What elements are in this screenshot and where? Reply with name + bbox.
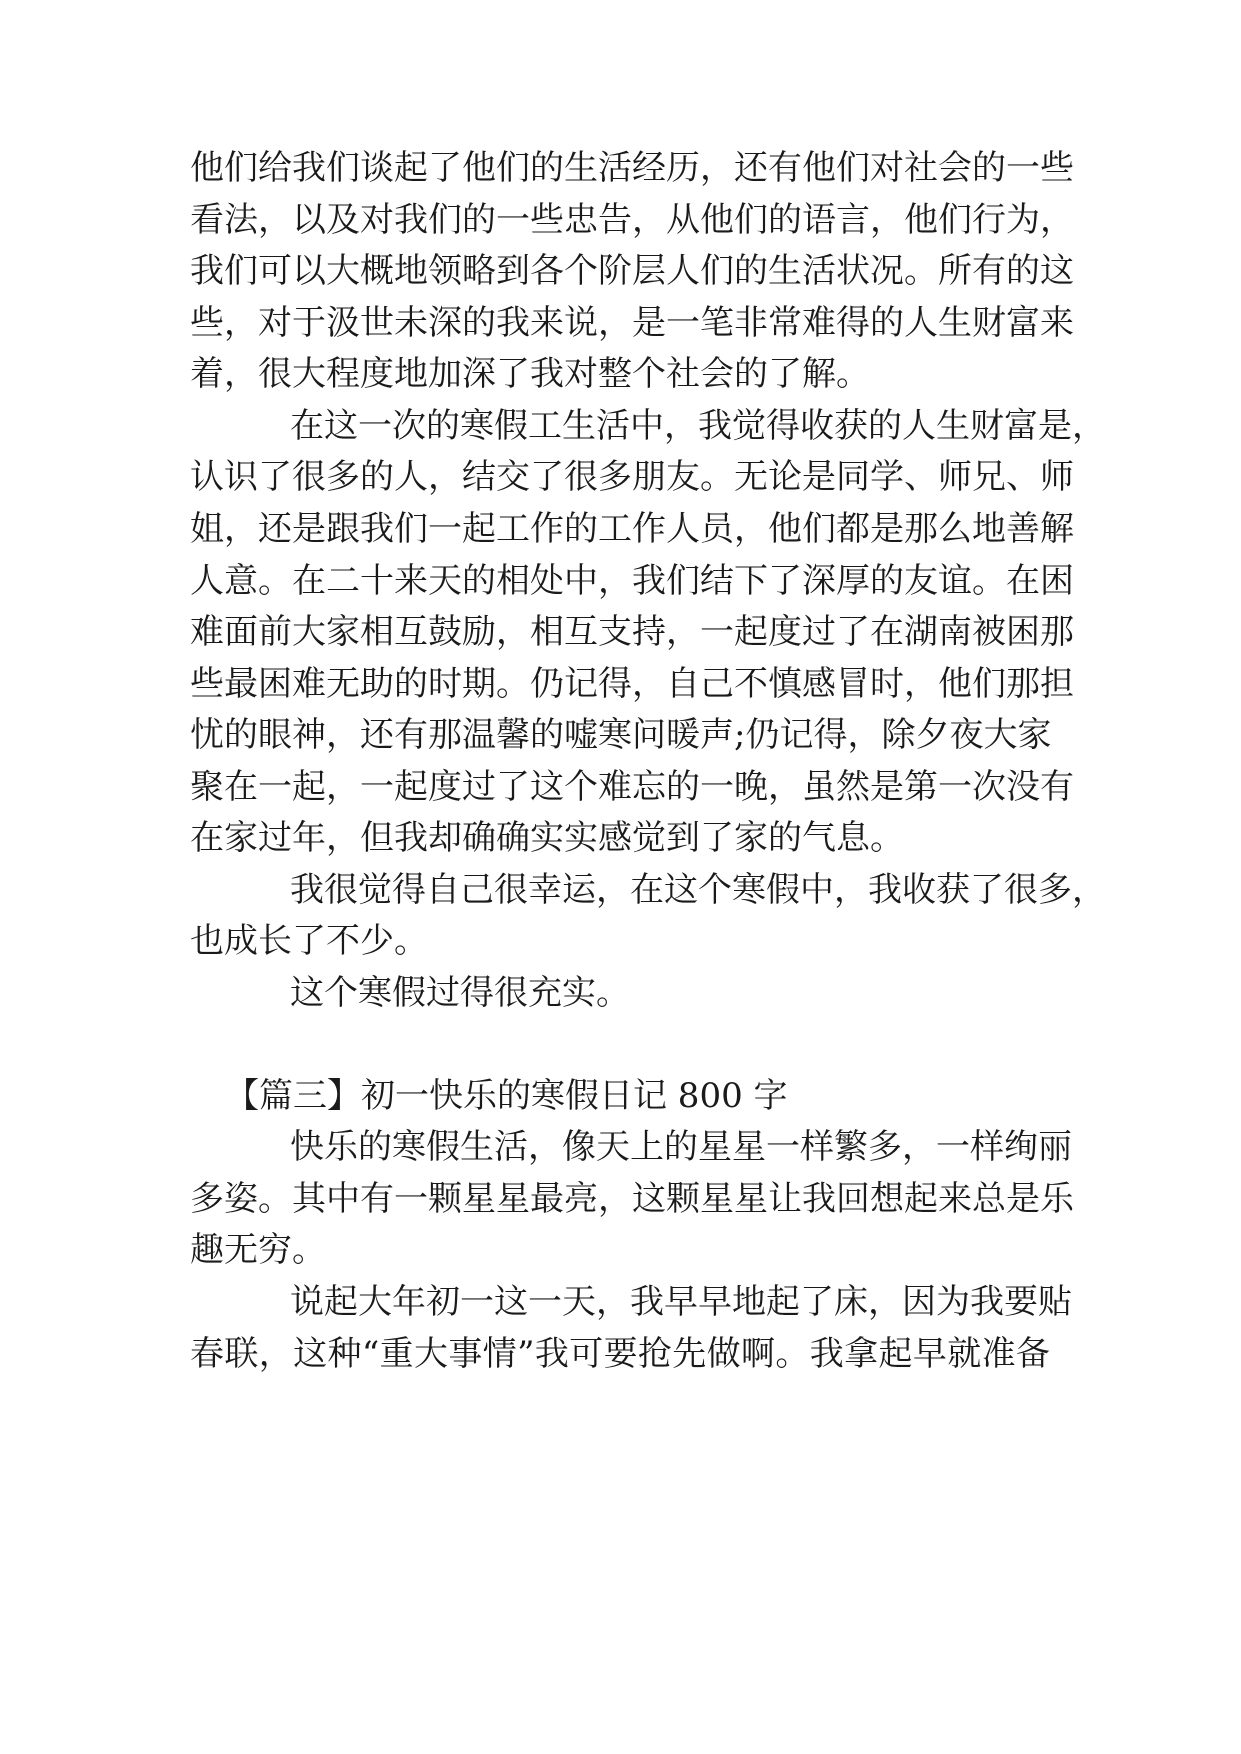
text-line: 趣无穷。 (190, 1230, 326, 1270)
text-line: 姐，还是跟我们一起工作的工作人员，他们都是那么地善解 (190, 509, 1074, 549)
text-line: 聚在一起，一起度过了这个难忘的一晚，虽然是第一次没有 (190, 767, 1074, 807)
paragraph-first-line: 在这一次的寒假工生活中，我觉得收获的人生财富是， (290, 406, 1106, 446)
text-line: 难面前大家相互鼓励，相互支持，一起度过了在湖南被困那 (190, 612, 1074, 652)
paragraph-first-line: 我很觉得自己很幸运，在这个寒假中，我收获了很多， (290, 870, 1106, 910)
section-heading: 【篇三】初一快乐的寒假日记 800 字 (225, 1076, 788, 1116)
text-line: 人意。在二十来天的相处中，我们结下了深厚的友谊。在困 (190, 561, 1074, 601)
text-line: 也成长了不少。 (190, 921, 428, 961)
paragraph-first-line: 快乐的寒假生活，像天上的星星一样繁多，一样绚丽 (290, 1127, 1072, 1167)
paragraph-first-line: 说起大年初一这一天，我早早地起了床，因为我要贴 (290, 1282, 1072, 1322)
text-line: 忧的眼神，还有那温馨的嘘寒问暖声;仍记得，除夕夜大家 (190, 715, 1052, 755)
text-line: 些，对于汲世未深的我来说，是一笔非常难得的人生财富来 (190, 303, 1074, 343)
text-line: 看法，以及对我们的一些忠告，从他们的语言，他们行为， (190, 200, 1074, 240)
text-line: 些最困难无助的时期。仍记得，自己不慎感冒时，他们那担 (190, 664, 1074, 704)
text-line: 我们可以大概地领略到各个阶层人们的生活状况。所有的这 (190, 251, 1074, 291)
text-line: 春联，这种“重大事情”我可要抢先做啊。我拿起早就准备 (190, 1334, 1050, 1374)
paragraph-first-line: 这个寒假过得很充实。 (290, 973, 630, 1013)
text-line: 认识了很多的人，结交了很多朋友。无论是同学、师兄、师 (190, 457, 1074, 497)
text-line: 着，很大程度地加深了我对整个社会的了解。 (190, 354, 870, 394)
text-line: 多姿。其中有一颗星星最亮，这颗星星让我回想起来总是乐 (190, 1179, 1074, 1219)
text-line: 他们给我们谈起了他们的生活经历，还有他们对社会的一些 (190, 148, 1074, 188)
text-line: 在家过年，但我却确确实实感觉到了家的气息。 (190, 818, 904, 858)
